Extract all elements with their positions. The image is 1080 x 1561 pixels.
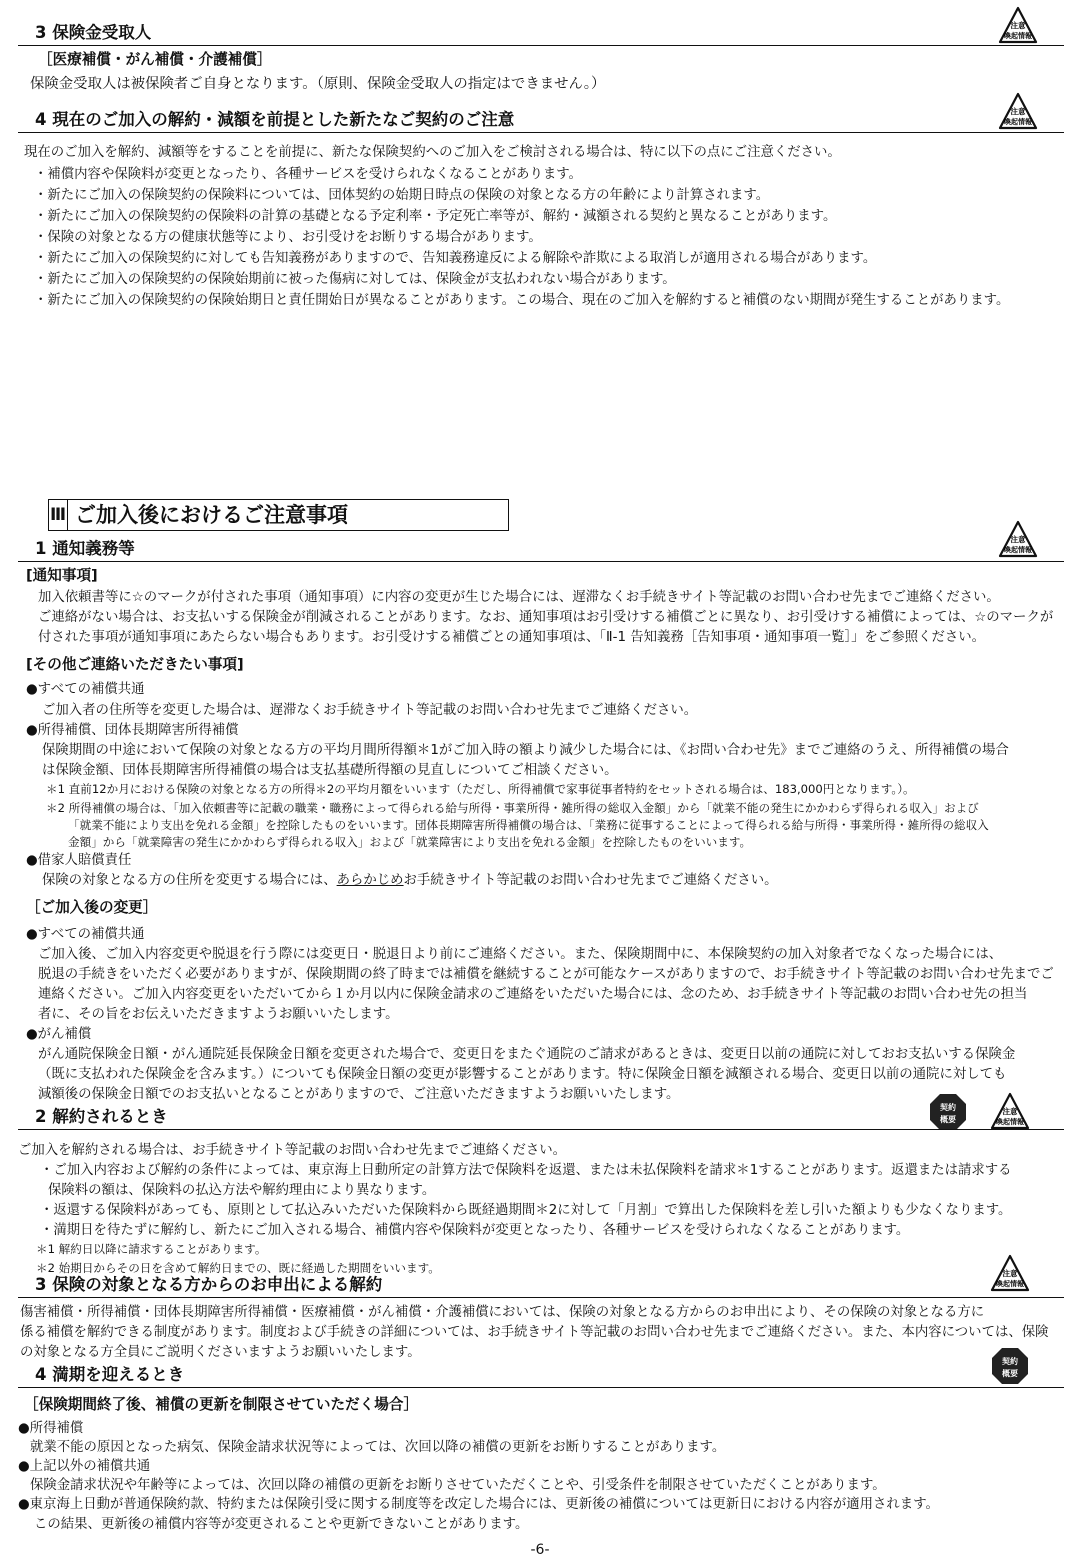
bullet-text: 保険の対象となる方の住所を変更する場合には、あらかじめお手続きサイト等記載のお問い合わせ先までご連絡ください。 <box>42 873 778 888</box>
list-item: ・新たにご加入の保険契約の保険始期日と責任開始日が異なることがあります。この場合、現在のご加入を解約すると補償のない期間が発生することがあります。 <box>34 293 1010 308</box>
list-item: ・新たにご加入の保険契約の保険料の計算の基礎となる予定利率・予定死亡率等が、解約・減額される契約と異なることがあります。 <box>34 209 837 224</box>
bullet-text: ご加入者の住所等を変更した場合は、遅滞なくお手続きサイト等記載のお問い合わせ先までご連絡ください。 <box>42 703 698 718</box>
section-heading-beneficiary: 3 保険金受取人 <box>18 20 1064 46</box>
section-heading-notification-duty: 1 通知義務等 <box>18 536 1064 562</box>
cancellation-intro: 現在のご加入を解約、減額等をすることを前提に、新たな保険契約へのご加入をご検討される場合は、特に以下の点にご注意ください。 <box>24 145 841 160</box>
svg-text:喚起情報: 喚起情報 <box>1004 546 1032 554</box>
footnote: ＊1 直前12か月における保険の対象となる方の所得＊2の平均月額をいいます（ただし、所得補償で家事従事者特約をセットされる場合は、183,000円となります。）。 <box>46 782 915 796</box>
svg-text:概要: 概要 <box>1002 1369 1018 1378</box>
chapter-heading <box>48 499 509 531</box>
bullet-text: は保険金額、団体長期障害所得補償の場合は支払基礎所得額の見直しについてご相談ください。 <box>42 763 618 778</box>
bullet-text: （既に支払われた保険金を含みます。）についても保険金日額の変更が影響することがあります。特に保険金日額を減額される場合、変更日以前の通院に対しても <box>38 1067 1007 1082</box>
svg-text:注意: 注意 <box>1010 107 1026 116</box>
svg-text:喚起情報: 喚起情報 <box>1004 118 1032 126</box>
bullet-heading: ●所得補償、団体長期障害所得補償 <box>26 723 239 738</box>
list-item: ・新たにご加入の保険契約の保険始期前に被った傷病に対しては、保険金が支払われない場合があります。 <box>34 272 676 287</box>
list-item: ・新たにご加入の保険契約に対しても告知義務がありますので、告知義務違反による解除や詐欺による取消しが適用される場合があります。 <box>34 251 877 266</box>
section-heading-cancellation-notice: 4 現在のご加入の解約・減額を前提とした新たなご契約のご注意 <box>18 107 1064 133</box>
footnote: ＊2 始期日からその日を含めて解約日までの、既に経過した期間をいいます。 <box>36 1261 440 1275</box>
list-item: 保険料の額は、保険料の払込方法や解約理由により異なります。 <box>48 1183 436 1198</box>
section-heading-maturity: 4 満期を迎えるとき <box>18 1362 1064 1388</box>
bullet-text: 者に、その旨をお伝えいただきますようお願いいたします。 <box>38 1007 399 1022</box>
subheading-coverage: ［医療補償・がん補償・介護補償］ <box>38 51 272 68</box>
section-heading-insured-request-cancellation: 3 保険の対象となる方からのお申出による解約 <box>18 1272 1064 1298</box>
bullet-heading: ●東京海上日動が普通保険約款、特約または保険引受に関する制度等を改定した場合には、更新後の補償については更新日における内容が適用されます。 <box>18 1497 939 1512</box>
paragraph-line: 傷害補償・所得補償・団体長期障害所得補償・医療補償・がん補償・介護補償においては、保険の対象となる方からのお申出により、その保険の対象となる方に <box>20 1305 985 1320</box>
bullet-heading: ●借家人賠償責任 <box>26 853 132 868</box>
list-item: ・返還する保険料があっても、原則として払込みいただいた保険料から既経過期間＊2に対して「月割」で算出した保険料を差し引いた額よりも少なくなります。 <box>40 1203 1012 1218</box>
notice-text-line: 付された事項が通知事項にあたらない場合もあります。お引受けする補償ごとの通知事項は、「Ⅱ-1 告知義務［告知事項・通知事項一覧］」をご参照ください。 <box>38 630 986 645</box>
list-item: ・補償内容や保険料が変更となったり、各種サービスを受けられなくなることがあります。 <box>34 167 582 182</box>
bullet-heading: ●所得補償 <box>18 1421 84 1436</box>
footnote: ＊1 解約日以降に請求することがあります。 <box>36 1242 267 1256</box>
paragraph-line: 係る補償を解約できる制度があります。制度および手続きの詳細については、お手続きサイト等記載のお問い合わせ先までご連絡ください。また、本内容については、保険 <box>20 1325 1049 1340</box>
bullet-heading: ●がん補償 <box>26 1027 92 1042</box>
caution-info-badge-icon <box>998 6 1038 46</box>
notice-text-line: ご連絡がない場合は、お支払いする保険金が削減されることがあります。なお、通知事項はお引受けする補償ごとに異なり、お引受けする補償によっては、☆のマークが <box>38 610 1054 625</box>
svg-text:概要: 概要 <box>940 1115 956 1124</box>
svg-text:喚起情報: 喚起情報 <box>996 1118 1024 1126</box>
bullet-text: この結果、更新後の補償内容等が変更されることや更新できないことがあります。 <box>34 1517 529 1532</box>
chapter-number: Ⅲ <box>49 500 68 530</box>
notice-text-line: 加入依頼書等に☆のマークが付された事項（通知事項）に内容の変更が生じた場合には、遅滞なくお手続きサイト等記載のお問い合わせ先までご連絡ください。 <box>38 590 1000 605</box>
bullet-heading: ●上記以外の補償共通 <box>18 1459 151 1474</box>
caution-info-badge-icon <box>998 92 1038 132</box>
bullet-text: 減額後の保険金日額でのお支払いとなることがありますので、ご注意いただきますようお願いいたします。 <box>38 1087 680 1102</box>
subheading-post-enrollment-changes: ［ご加入後の変更］ <box>26 899 158 916</box>
subheading-renewal-restriction: ［保険期間終了後、補償の更新を制限させていただく場合］ <box>24 1396 419 1413</box>
svg-text:喚起情報: 喚起情報 <box>996 1280 1024 1288</box>
bullet-text: 保険金請求状況や年齢等によっては、次回以降の補償の更新をお断りさせていただくことや、引受条件を制限させていただくことがあります。 <box>30 1478 886 1493</box>
list-item: ・保険の対象となる方の健康状態等により、お引受けをお断りする場合があります。 <box>34 230 542 245</box>
footnote: ＊2 所得補償の場合は、「加入依頼書等に記載の職業・職務によって得られる給与所得・事業所得・雑所得の総収入金額」から「就業不能の発生にかかわらず得られる収入」および <box>46 801 979 815</box>
footnote: 金額」から「就業障害の発生にかかわらず得られる収入」および「就業障害により支出を免れる金額」を控除したものをいいます。 <box>68 835 752 849</box>
list-item: ・新たにご加入の保険契約の保険料については、団体契約の始期日時点の保険の対象となる方の年齢により計算されます。 <box>34 188 770 203</box>
bullet-text: 保険期間の中途において保険の対象となる方の平均月間所得額＊1がご加入時の額より減少した場合には、《お問い合わせ先》までご連絡のうえ、所得補償の場合 <box>42 743 1009 758</box>
bullet-text: 連絡ください。ご加入内容変更をいただいてから１か月以内に保険金請求のご連絡をいただいた場合には、念のため、お手続きサイト等記載のお問い合わせ先の担当 <box>38 987 1028 1002</box>
svg-text:喚起情報: 喚起情報 <box>1004 32 1032 40</box>
bullet-heading: ●すべての補償共通 <box>26 682 145 697</box>
page-number: -6- <box>530 1542 550 1558</box>
svg-text:注意: 注意 <box>1010 535 1026 544</box>
bullet-text: 就業不能の原因となった病気、保険金請求状況等によっては、次回以降の補償の更新をお断りすることがあります。 <box>30 1440 726 1455</box>
bullet-text: ご加入後、ご加入内容変更や脱退を行う際には変更日・脱退日より前にご連絡ください。また、保険期間中に、本保険契約の加入対象者でなくなった場合には、 <box>38 947 1003 962</box>
footnote: 「就業不能により支出を免れる金額」を控除したものをいいます。団体長期障害所得補償の場合は、「業務に従事することによって得られる給与所得・事業所得・雑所得の総収入 <box>68 818 989 832</box>
section-heading-cancellation: 2 解約されるとき <box>18 1104 1064 1130</box>
cancellation-intro: ご加入を解約される場合は、お手続きサイト等記載のお問い合わせ先までご連絡ください。 <box>18 1143 567 1158</box>
svg-text:注意: 注意 <box>1010 21 1026 30</box>
bullet-text: 脱退の手続きをいただく必要がありますが、保険期間の終了時までは補償を継続することが可能なケースがありますので、お手続きサイト等記載のお問い合わせ先までご <box>38 967 1054 982</box>
list-item: ・満期日を待たずに解約し、新たにご加入される場合、補償内容や保険料が変更となったり、各種サービスを受けられなくなることがあります。 <box>40 1223 910 1238</box>
svg-text:注意: 注意 <box>1002 1107 1018 1116</box>
svg-text:契約: 契約 <box>1002 1357 1018 1366</box>
list-item: ・ご加入内容および解約の条件によっては、東京海上日動所定の計算方法で保険料を返還、または未払保険料を請求＊1することがあります。返還または請求する <box>40 1163 1012 1178</box>
chapter-title: ご加入後におけるご注意事項 <box>75 503 348 527</box>
beneficiary-text: 保険金受取人は被保険者ご自身となります。（原則、保険金受取人の指定はできません。） <box>30 76 606 92</box>
bullet-text: がん通院保険金日額・がん通院延長保険金日額を変更された場合で、変更日をまたぐ通院のご請求があるときは、変更日以前の通院に対しておお支払いする保険金 <box>38 1047 1016 1062</box>
bullet-heading: ●すべての補償共通 <box>26 927 145 942</box>
subheading-notice-items: [通知事項] <box>26 567 98 584</box>
subheading-other-contacts: [その他ご連絡いただきたい事項] <box>26 656 244 673</box>
paragraph-line: の対象となる方全員にご説明くださいますようお願いいたします。 <box>20 1345 421 1360</box>
svg-text:注意: 注意 <box>1002 1269 1018 1278</box>
svg-text:契約: 契約 <box>940 1103 956 1112</box>
